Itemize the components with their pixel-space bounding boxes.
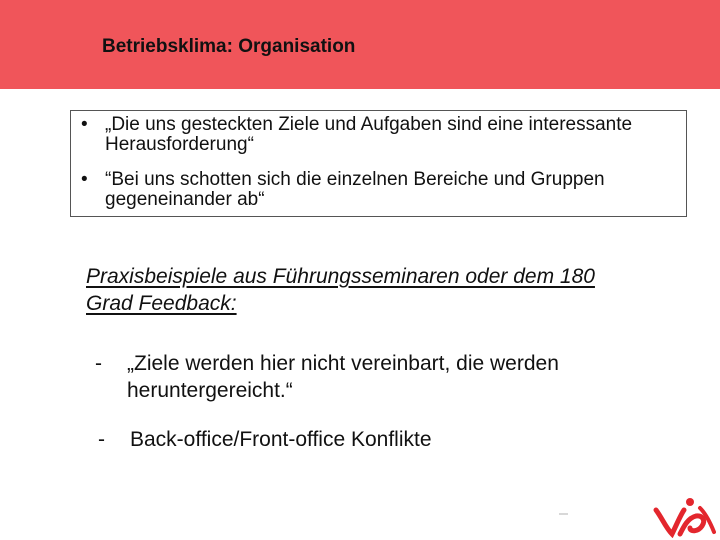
quote-text: “Bei uns schotten sich die einzelnen Bereiche und Gruppen gegeneinander ab“ xyxy=(105,169,605,210)
quote-text: „Die uns gesteckten Ziele und Aufgaben sind eine interessante Herausforderung“ xyxy=(105,114,633,155)
practice-item-text: Back-office/Front-office Konflikte xyxy=(130,428,432,451)
company-logo-icon xyxy=(650,488,716,538)
practice-heading: Praxisbeispiele aus Führungsseminaren oder dem 180 Grad Feedback: xyxy=(86,265,595,315)
quote-box xyxy=(70,110,687,217)
practice-item-text: „Ziele werden hier nicht vereinbart, die werden heruntergereicht.“ xyxy=(127,352,559,402)
bullet-dot: • xyxy=(81,114,88,135)
decorative-mark xyxy=(559,513,568,515)
slide-title: Betriebsklima: Organisation xyxy=(102,36,356,57)
bullet-dot: • xyxy=(81,169,88,190)
dash-marker: - xyxy=(98,428,105,451)
dash-marker: - xyxy=(95,352,102,375)
